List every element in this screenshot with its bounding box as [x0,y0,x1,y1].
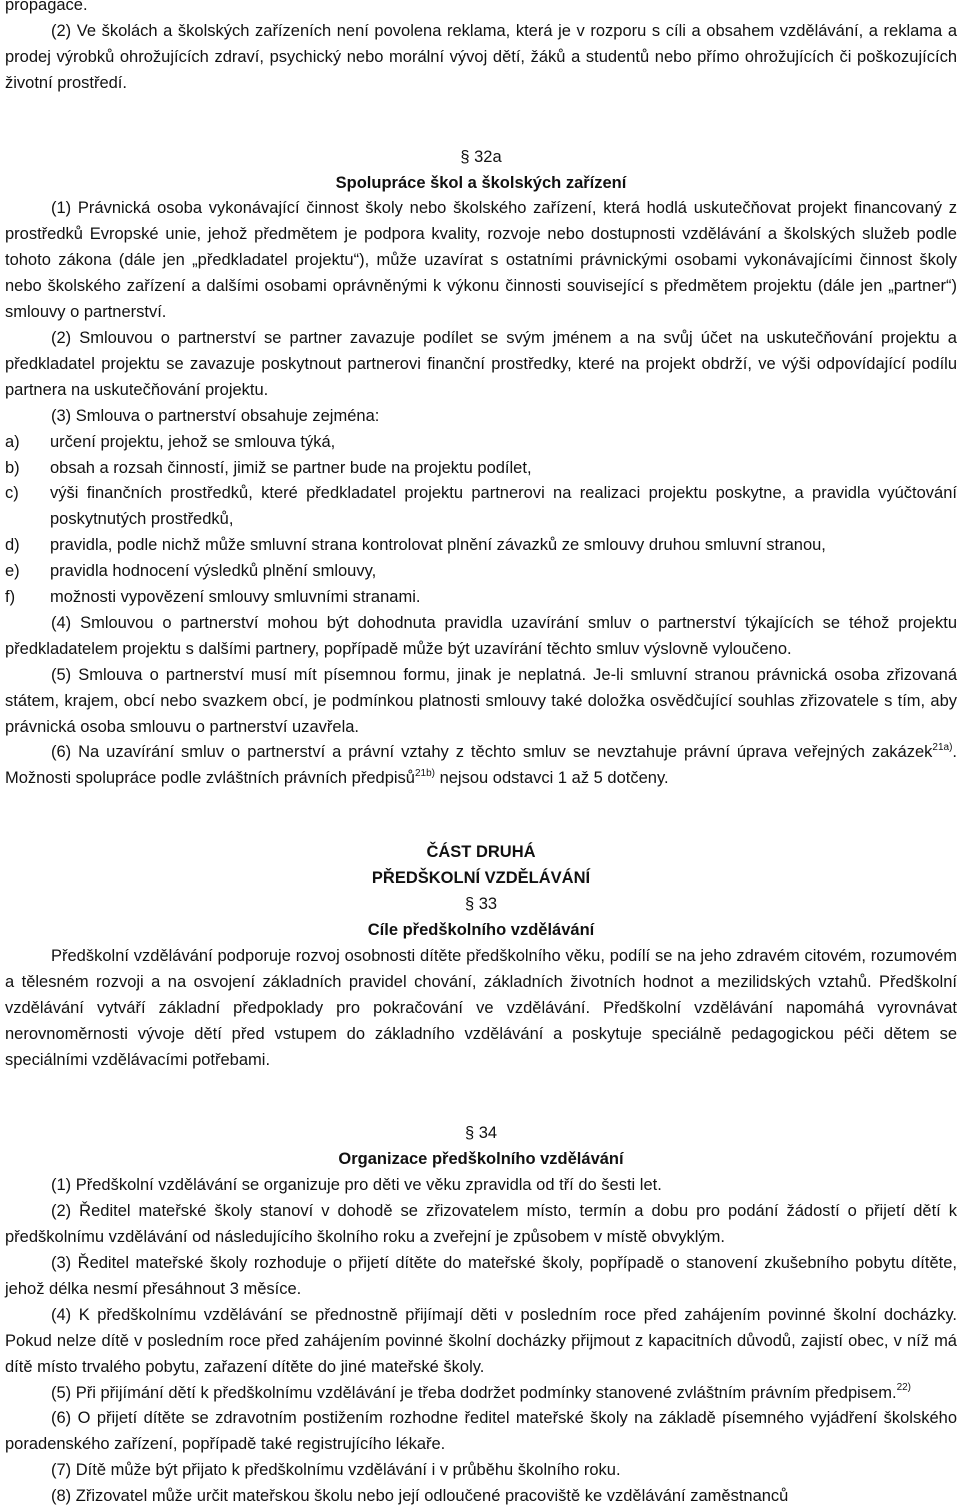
paragraph-32a-3: (3) Smlouva o partnerství obsahuje zejména: [51,406,380,425]
paragraph-34-8: (8) Zřizovatel může určit mateřskou školu nebo její odloučené pracoviště ke vzdělávání zaměstnanců [51,1487,789,1506]
document-page [5,0,957,1510]
paragraph-32a-2: (2) Smlouvou o partnerství se partner zavazuje podílet se svým jménem a na svůj účet na uskutečňování projektu a předkladatel projektu se zavazuje poskytnout partnerovi finanční prostředky, které na projekt obdrží, ve výši odpovídající podílu partnera na uskutečňování projektu. [5,328,957,399]
list-item-label: d) [5,536,20,555]
section-title-33: Cíle předškolního vzdělávání [367,921,595,939]
list-item-label: a) [5,432,20,451]
list-item-text: určení projektu, jehož se smlouva týká, [50,432,336,451]
paragraph-33: Předškolní vzdělávání podporuje rozvoj osobnosti dítěte předškolního věku, podílí se na jeho zdravém citovém, rozumovém a tělesném rozvoji a na osvojení základních pravidel chování, základních životních hodnot a mezilidských vztahů. Předškolní vzdělávání vytváří základní předpoklady pro pokračování ve vzdělávání. Předškolní vzdělávání napomáhá vyrovnávat nerovnoměrnosti vývoje dětí před vstupem do základního vzdělávání a poskytuje speciálně pedagogickou péči dětem se speciálními vzdělávacími potřebami. [5,946,957,1069]
paragraph-34-6: (6) O přijetí dítěte se zdravotním postižením rozhodne ředitel mateřské školy na základě písemného vyjádření školského poradenského zařízení, popřípadě také registrujícího lékaře. [5,1409,957,1454]
part-heading: ČÁST DRUHÁ [426,843,536,862]
part-title: PŘEDŠKOLNÍ VZDĚLÁVÁNÍ [371,869,591,888]
paragraph-32a-4: (4) Smlouvou o partnerství mohou být dohodnuta pravidla uzavírání smluv o partnerství týkajících se téhož projektu předkladatelem projektu s dalšími partnery, popřípadě může být uzavírání těchto smluv výslovně vyloučeno. [5,613,957,658]
contract-content-list [5,430,957,611]
paragraph-34-7: (7) Dítě může být přijato k předškolnímu vzdělávání i v průběhu školního roku. [51,1461,621,1480]
paragraph-32a-6-text-b: . Možnosti spolupráce podle zvláštních právních předpisů [5,743,957,788]
section-title-32a: Spolupráce škol a školských zařízení [335,173,627,192]
list-item-text: pravidla, podle nichž může smluvní strana kontrolovat plnění závazků ze smlouvy druhou smluvní stranou, [50,536,826,555]
paragraph-34-3: (3) Ředitel mateřské školy rozhoduje o přijetí dítěte do mateřské školy, popřípadě o stanovení zkušebního pobytu dítěte, jehož délka nesmí přesáhnout 3 měsíce. [5,1253,957,1298]
previous-paragraph-tail: propagace. [5,0,88,14]
footnote-ref-21a: 21a) [932,741,953,753]
paragraph-34-4: (4) K předškolnímu vzdělávání se přednostně přijímají děti v posledním roce před zahájením povinné školní docházky. Pokud nelze dítě v posledním roce před zahájením povinné školní docházky přijmout z kapacitních důvodů, zajistí obec, v níž má dítě místo trvalého pobytu, zařazení dítěte do jiné mateřské školy. [5,1305,957,1376]
paragraph-32a-6 [5,740,957,792]
list-item-text: výši finančních prostředků, které předkladatel projektu partnerovi na realizaci projektu poskytne, a pravidla vyúčtování poskytnutých prostředků, [50,484,957,529]
paragraph-34-5 [5,1381,957,1407]
list-item-text: pravidla hodnocení výsledků plnění smlouvy, [50,562,377,581]
paragraph-34-2: (2) Ředitel mateřské školy stanoví v dohodě se zřizovatelem místo, termín a dobu pro podání žádostí o přijetí dětí k předškolnímu vzdělávání od následujícího školního roku a zveřejní je způsobem v místě obvyklým. [5,1202,957,1247]
paragraph-32a-5: (5) Smlouva o partnerství musí mít písemnou formu, jinak je neplatná. Je-li smluvní stranou právnická osoba zřizovaná státem, krajem, obcí nebo svazkem obcí, je podmínkou platnosti smlouvy také doložka osvědčující souhlas zřizovatele s tím, aby právnická osoba smlouvu o partnerství uzavřela. [5,665,957,736]
section-number-32a: § 32a [460,147,502,166]
paragraph-advertising: (2) Ve školách a školských zařízeních není povolena reklama, která je v rozporu s cíli a obsahem vzdělávání, a reklama a prodej výrobků ohrožujících zdraví, psychický nebo morální vývoj dětí, žáků a studentů nebo přímo ohrožujících či poškozujících životní prostředí. [5,21,957,92]
list-item [5,585,957,611]
paragraph-34-5-text: (5) Při přijímání dětí k předškolnímu vzdělávání je třeba dodržet podmínky stanovené zvláštním právním předpisem. [51,1383,897,1402]
section-number-33: § 33 [464,895,498,914]
footnote-ref-21b: 21b) [414,767,435,779]
list-item [5,533,957,559]
list-item-label: c) [5,484,19,503]
list-item-label: f) [5,588,16,607]
list-item [5,481,957,533]
list-item-text: obsah a rozsah činností, jimiž se partner bude na projektu podílet, [50,458,532,477]
paragraph-32a-6-text-c: nejsou odstavci 1 až 5 dotčeny. [435,769,669,788]
list-item-label: e) [5,562,20,581]
paragraph-32a-1: (1) Právnická osoba vykonávající činnost školy nebo školského zařízení, která hodlá uskutečňovat projekt financovaný z prostředků Evropské unie, jehož předmětem je podpora kvality, rozvoje nebo dostupnosti vzdělávání a školských služeb podle tohoto zákona (dále jen „předkladatel projektu“), může uzavírat s ostatními právnickými osobami vykonávajícími činnost školy nebo školského zařízení a dalšími osobami oprávněnými k výkonu činnosti související s předmětem projektu (dále jen „partner“) smlouvy o partnerství. [5,199,957,322]
section-number-34: § 34 [464,1124,498,1143]
list-item [5,456,957,482]
list-item [5,559,957,585]
paragraph-32a-6-text-a: (6) Na uzavírání smluv o partnerství a právní vztahy z těchto smluv se nevztahuje právní úprava veřejných zakázek [51,743,933,762]
footnote-ref-22: 22) [896,1382,912,1393]
list-item-label: b) [5,458,20,477]
list-item-text: možnosti vypovězení smlouvy smluvními stranami. [50,588,421,607]
section-title-34: Organizace předškolního vzdělávání [338,1150,624,1169]
paragraph-34-1: (1) Předškolní vzdělávání se organizuje pro děti ve věku zpravidla od tří do šesti let. [51,1176,662,1195]
list-item [5,430,957,456]
